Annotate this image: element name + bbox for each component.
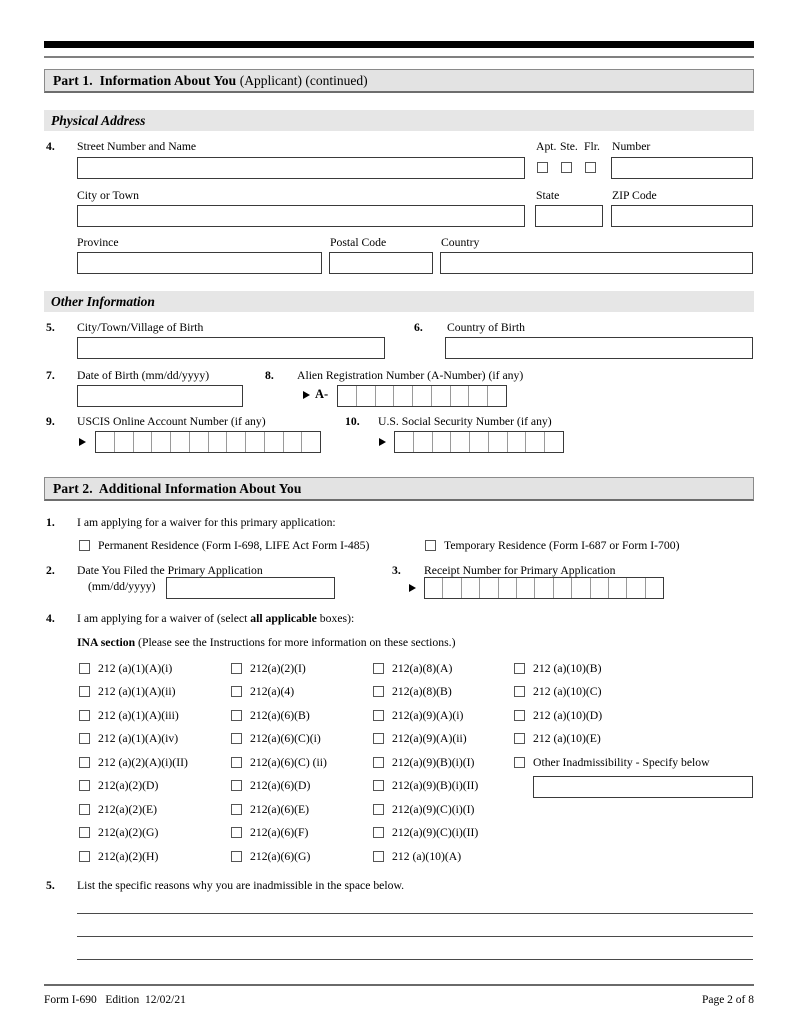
province-input[interactable] <box>77 252 322 274</box>
part-1-title-regular: (Applicant) (continued) <box>239 72 368 88</box>
ina-option-checkbox[interactable] <box>79 733 90 744</box>
ina-option-label: 212 (a)(10)(D) <box>533 708 603 722</box>
comb-cell[interactable] <box>394 386 413 406</box>
reason-line-3[interactable] <box>77 959 753 960</box>
ina-option[interactable] <box>79 661 172 675</box>
ina-option-label: 212(a)(6)(F) <box>250 826 309 839</box>
ina-option-checkbox[interactable] <box>79 804 90 815</box>
ina-option-label: 212(a)(2)(E) <box>98 802 158 816</box>
comb-cell[interactable] <box>432 386 451 406</box>
ina-option[interactable] <box>231 708 310 722</box>
comb-cell[interactable] <box>134 432 153 452</box>
ina-option-label: 212(a)(9)(C)(i)(II) <box>392 826 479 839</box>
comb-cell[interactable] <box>414 432 433 452</box>
comb-cell[interactable] <box>413 386 432 406</box>
ina-option-checkbox[interactable] <box>373 686 384 697</box>
apt-label: Apt. <box>536 140 557 153</box>
ina-option-label: 212 (a)(10)(E) <box>533 732 601 745</box>
ina-option[interactable] <box>373 708 463 722</box>
ina-option-label: 212(a)(6)(C)(i) <box>250 732 321 745</box>
comb-cell[interactable] <box>265 432 284 452</box>
top-black-rule <box>44 41 754 48</box>
ina-option[interactable] <box>79 779 158 793</box>
uscis-account-label: USCIS Online Account Number (if any) <box>77 415 266 428</box>
street-label: Street Number and Name <box>77 140 197 153</box>
p2-item-5-number: 5. <box>46 879 55 892</box>
country-of-birth-label: Country of Birth <box>447 321 525 334</box>
apt-number-input[interactable] <box>611 157 753 179</box>
comb-cell[interactable] <box>96 432 115 452</box>
item-5-number: 5. <box>46 321 55 334</box>
comb-cell[interactable] <box>227 432 246 452</box>
ina-option-checkbox[interactable] <box>79 757 90 768</box>
ina-option[interactable] <box>231 849 310 863</box>
ina-option-label: 212(a)(2)(I) <box>250 661 306 675</box>
postal-code-input[interactable] <box>329 252 433 274</box>
p2-item-4-number: 4. <box>46 612 55 625</box>
part-2-title: Part 2. Additional Information About You <box>53 480 302 496</box>
ina-option[interactable] <box>514 732 601 746</box>
item-6-number: 6. <box>414 321 423 334</box>
ina-section-rest: (Please see the Instructions for more information on these sections.) <box>135 636 456 649</box>
apt-checkbox[interactable] <box>537 162 548 173</box>
ste-checkbox[interactable] <box>561 162 572 173</box>
p2-item-5-label: List the specific reasons why you are inadmissible in the space below. <box>77 879 405 892</box>
comb-cell[interactable] <box>469 386 488 406</box>
comb-cell[interactable] <box>572 578 590 598</box>
p2-item-2-sublabel: (mm/dd/yyyy) <box>88 580 156 593</box>
part-1-title-bold: Part 1. Information About You <box>53 72 240 88</box>
ina-option[interactable] <box>373 685 452 699</box>
comb-cell[interactable] <box>357 386 376 406</box>
p2-item-2-number: 2. <box>46 564 55 577</box>
ina-option[interactable] <box>79 685 176 699</box>
ina-option-checkbox[interactable] <box>79 851 90 862</box>
ina-option[interactable] <box>514 661 601 675</box>
ina-option-checkbox[interactable] <box>514 663 525 674</box>
ina-option-checkbox[interactable] <box>231 686 242 697</box>
item-9-number: 9. <box>46 415 55 428</box>
ina-option-label: 212(a)(6)(G) <box>250 849 311 863</box>
ina-option-checkbox[interactable] <box>231 827 242 838</box>
ina-option[interactable] <box>231 755 327 769</box>
other-information-title: Other Information <box>51 293 155 309</box>
ina-option-checkbox[interactable] <box>231 757 242 768</box>
comb-cell[interactable] <box>209 432 228 452</box>
temporary-residence-option[interactable] <box>425 538 679 552</box>
ina-option-checkbox[interactable] <box>231 780 242 791</box>
ina-option-label: 212 (a)(10)(C) <box>533 685 602 698</box>
ina-option-checkbox[interactable] <box>231 733 242 744</box>
ina-option-label: 212(a)(9)(B)(i)(I) <box>392 755 475 769</box>
country-input[interactable] <box>440 252 753 274</box>
comb-cell[interactable] <box>535 578 553 598</box>
a-number-label: Alien Registration Number (A-Number) (if any) <box>297 369 524 382</box>
ina-option-checkbox[interactable] <box>514 710 525 721</box>
ina-option-label: 212 (a)(10)(A) <box>392 849 462 863</box>
part-2-header <box>44 477 754 501</box>
other-inadmissibility-specify-input[interactable] <box>533 776 753 798</box>
comb-cell[interactable] <box>545 432 563 452</box>
date-of-birth-input[interactable] <box>77 385 243 407</box>
city-label: City or Town <box>77 189 139 202</box>
ina-option-checkbox[interactable] <box>514 757 525 768</box>
ina-option-label: 212(a)(2)(H) <box>98 849 159 863</box>
ina-option-label: 212(a)(9)(A)(i) <box>392 708 464 722</box>
form-edition-text: Form I-690 Edition 12/02/21 <box>44 994 186 1006</box>
city-of-birth-input[interactable] <box>77 337 385 359</box>
ina-option[interactable] <box>231 685 294 699</box>
ina-option[interactable] <box>514 708 602 722</box>
ina-option[interactable] <box>79 802 157 816</box>
physical-address-band <box>44 110 754 131</box>
postal-code-label: Postal Code <box>330 236 387 249</box>
receipt-number-arrow-icon <box>409 584 416 592</box>
ina-option[interactable] <box>79 849 158 863</box>
apt-number-label: Number <box>612 140 651 153</box>
ina-option-checkbox[interactable] <box>373 780 384 791</box>
ina-option[interactable] <box>79 732 178 746</box>
ina-option-label: 212(a)(2)(D) <box>98 779 159 792</box>
ina-option[interactable] <box>373 849 461 863</box>
ssn-comb-input[interactable] <box>394 431 564 453</box>
part-1-header <box>44 69 754 93</box>
ina-option-label: 212(a)(9)(A)(ii) <box>392 732 467 745</box>
p2-item-4-label <box>77 612 354 626</box>
ina-option-checkbox[interactable] <box>373 663 384 674</box>
temporary-residence-label: Temporary Residence (Form I-687 or Form I-700) <box>444 538 680 552</box>
flr-checkbox[interactable] <box>585 162 596 173</box>
ina-option-checkbox[interactable] <box>79 710 90 721</box>
comb-cell[interactable] <box>489 432 508 452</box>
ina-option-checkbox[interactable] <box>373 827 384 838</box>
state-label: State <box>536 189 560 202</box>
ina-option-label: 212 (a)(1)(A)(iii) <box>98 708 179 722</box>
ina-option[interactable] <box>231 826 308 840</box>
ina-option-checkbox[interactable] <box>79 686 90 697</box>
ina-option[interactable] <box>373 732 467 746</box>
p2-item-3-number: 3. <box>392 564 401 577</box>
item-4-number: 4. <box>46 140 55 153</box>
comb-cell[interactable] <box>517 578 535 598</box>
comb-cell[interactable] <box>499 578 517 598</box>
ina-option-checkbox[interactable] <box>373 733 384 744</box>
comb-cell[interactable] <box>451 386 470 406</box>
comb-cell[interactable] <box>302 432 320 452</box>
ina-option-checkbox[interactable] <box>231 710 242 721</box>
p2-item-4-label-post: boxes): <box>316 612 355 625</box>
ina-option[interactable] <box>514 755 710 769</box>
comb-cell[interactable] <box>190 432 209 452</box>
ina-option-checkbox[interactable] <box>231 851 242 862</box>
ina-option-label: 212(a)(2)(G) <box>98 826 159 839</box>
date-of-birth-label: Date of Birth (mm/dd/yyyy) <box>77 369 210 382</box>
p2-item-1-number: 1. <box>46 516 55 529</box>
comb-cell[interactable] <box>554 578 572 598</box>
ina-option[interactable] <box>231 732 321 746</box>
p2-item-2-label: Date You Filed the Primary Application <box>77 564 263 577</box>
temporary-residence-checkbox[interactable] <box>425 540 436 551</box>
ina-option[interactable] <box>514 685 601 699</box>
ina-option[interactable] <box>373 755 474 769</box>
comb-cell[interactable] <box>462 578 480 598</box>
comb-cell[interactable] <box>338 386 357 406</box>
ina-option-label: 212 (a)(1)(A)(i) <box>98 661 173 675</box>
zip-input[interactable] <box>611 205 753 227</box>
comb-cell[interactable] <box>451 432 470 452</box>
page-number-text: Page 2 of 8 <box>701 994 754 1006</box>
comb-cell[interactable] <box>609 578 627 598</box>
comb-cell[interactable] <box>115 432 134 452</box>
ina-option-checkbox[interactable] <box>514 733 525 744</box>
comb-cell[interactable] <box>480 578 498 598</box>
ina-option[interactable] <box>373 802 474 816</box>
city-input[interactable] <box>77 205 525 227</box>
comb-cell[interactable] <box>443 578 461 598</box>
ina-option-label: 212(a)(6)(C) (ii) <box>250 755 327 769</box>
ina-section-bold: INA section <box>77 636 136 649</box>
permanent-residence-option[interactable] <box>79 538 369 552</box>
ina-option-label: 212(a)(6)(D) <box>250 779 311 792</box>
comb-cell[interactable] <box>526 432 545 452</box>
ina-option[interactable] <box>79 826 158 840</box>
state-input[interactable] <box>535 205 603 227</box>
ina-option[interactable] <box>79 755 188 769</box>
reason-line-2[interactable] <box>77 936 753 937</box>
p2-item-4-label-pre: I am applying for a waiver of (select <box>77 612 251 625</box>
item-8-number: 8. <box>265 369 274 382</box>
p2-item-3-label: Receipt Number for Primary Application <box>424 564 616 577</box>
ina-option-checkbox[interactable] <box>79 780 90 791</box>
ina-option-label: 212(a)(8)(B) <box>392 685 452 698</box>
ina-option[interactable] <box>231 779 310 793</box>
ina-option-checkbox[interactable] <box>514 686 525 697</box>
ina-option-label: 212(a)(4) <box>250 685 295 698</box>
ssn-label: U.S. Social Security Number (if any) <box>378 415 552 428</box>
physical-address-title: Physical Address <box>51 112 146 128</box>
ina-option[interactable] <box>373 779 478 793</box>
top-gray-rule <box>44 56 754 58</box>
ina-option-label: 212(a)(9)(C)(i)(I) <box>392 802 475 816</box>
ina-option[interactable] <box>79 708 179 722</box>
country-label: Country <box>441 236 480 249</box>
comb-cell[interactable] <box>591 578 609 598</box>
province-label: Province <box>77 236 119 249</box>
comb-cell[interactable] <box>627 578 645 598</box>
ina-option-checkbox[interactable] <box>79 663 90 674</box>
ina-option[interactable] <box>373 661 452 675</box>
ina-option-label: 212(a)(6)(E) <box>250 802 310 816</box>
a-number-arrow-icon <box>303 391 310 399</box>
comb-cell[interactable] <box>376 386 395 406</box>
ina-option-checkbox[interactable] <box>231 663 242 674</box>
ste-label: Ste. <box>560 140 578 153</box>
comb-cell[interactable] <box>433 432 452 452</box>
zip-label: ZIP Code <box>612 189 657 202</box>
ina-option[interactable] <box>373 826 478 840</box>
uscis-account-arrow-icon <box>79 438 86 446</box>
comb-cell[interactable] <box>246 432 265 452</box>
ina-option-checkbox[interactable] <box>231 804 242 815</box>
comb-cell[interactable] <box>470 432 489 452</box>
a-number-comb-input[interactable] <box>337 385 507 407</box>
comb-cell[interactable] <box>171 432 190 452</box>
ina-option-label: 212(a)(9)(B)(i)(II) <box>392 779 479 792</box>
ina-option-checkbox[interactable] <box>373 851 384 862</box>
filed-date-input[interactable] <box>166 577 335 599</box>
comb-cell[interactable] <box>395 432 414 452</box>
ina-option-label: 212 (a)(1)(A)(ii) <box>98 685 176 698</box>
ina-option-label: 212(a)(6)(B) <box>250 708 310 722</box>
city-of-birth-label: City/Town/Village of Birth <box>77 321 204 334</box>
comb-cell[interactable] <box>488 386 506 406</box>
receipt-number-comb-input[interactable] <box>424 577 664 599</box>
ina-option-checkbox[interactable] <box>373 804 384 815</box>
footer-rule <box>44 984 754 986</box>
ina-option-label: 212 (a)(2)(A)(i)(II) <box>98 755 188 769</box>
comb-cell[interactable] <box>508 432 527 452</box>
ina-option-checkbox[interactable] <box>373 710 384 721</box>
ina-option[interactable] <box>231 802 309 816</box>
ina-option-checkbox[interactable] <box>373 757 384 768</box>
item-7-number: 7. <box>46 369 55 382</box>
reason-line-1[interactable] <box>77 913 753 914</box>
street-input[interactable] <box>77 157 525 179</box>
ina-option-checkbox[interactable] <box>79 827 90 838</box>
ssn-arrow-icon <box>379 438 386 446</box>
comb-cell[interactable] <box>646 578 663 598</box>
ina-section-label <box>77 636 455 650</box>
a-number-prefix: A- <box>315 387 329 401</box>
country-of-birth-input[interactable] <box>445 337 753 359</box>
item-10-number: 10. <box>345 415 360 428</box>
ina-option-label: Other Inadmissibility - Specify below <box>533 755 710 769</box>
permanent-residence-label: Permanent Residence (Form I-698, LIFE Act Form I-485) <box>98 538 370 552</box>
comb-cell[interactable] <box>152 432 171 452</box>
ina-option-label: 212 (a)(1)(A)(iv) <box>98 732 179 745</box>
other-information-band <box>44 291 754 312</box>
ina-option[interactable] <box>231 661 306 675</box>
p2-item-1-label: I am applying for a waiver for this primary application: <box>77 516 336 529</box>
p2-item-4-label-bold: all applicable <box>250 612 317 625</box>
comb-cell[interactable] <box>425 578 443 598</box>
ina-option-label: 212 (a)(10)(B) <box>533 661 602 675</box>
uscis-account-comb-input[interactable] <box>95 431 321 453</box>
permanent-residence-checkbox[interactable] <box>79 540 90 551</box>
ina-option-label: 212(a)(8)(A) <box>392 661 453 675</box>
flr-label: Flr. <box>584 140 600 153</box>
comb-cell[interactable] <box>284 432 303 452</box>
